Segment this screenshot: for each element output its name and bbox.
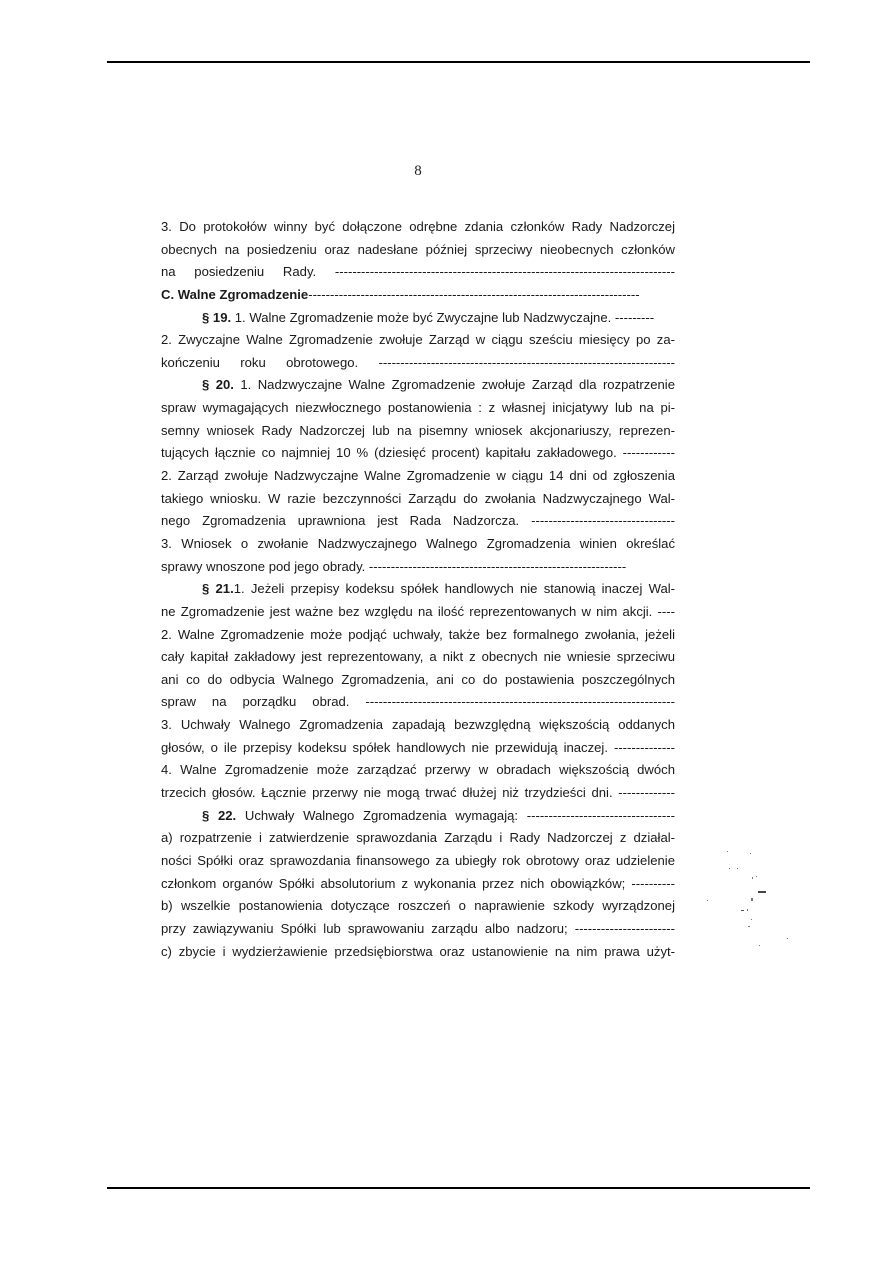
text-line: tujących łącznie co najmniej 10 % (dziesięć procent) kapitału zakładowego. ------------	[161, 445, 675, 461]
paragraph-number: § 20.	[202, 377, 234, 393]
header-rule	[107, 61, 810, 63]
scan-speckle	[751, 919, 752, 920]
text-line: 3. Wniosek o zwołanie Nadzwyczajnego Walnego Zgromadzenia winien określać	[161, 535, 675, 551]
text-line: przy zawiązywaniu Spółki lub sprawowaniu zarządu albo nadzoru; -----------------------	[161, 920, 675, 936]
text-line: spraw wymagających niezwłocznego postanowienia : z własnej inicjatywy lub na pi-	[161, 400, 675, 416]
paragraph-22: § 22. Uchwały Walnego Zgromadzenia wymagają: ----------------------------------	[202, 807, 675, 823]
text-line: kończeniu roku obrotowego. --------------------------------------------------------------------	[161, 354, 675, 370]
text-line: sprawy wnoszone pod jego obrady. -----------------------------------------------------------	[161, 558, 627, 574]
scan-speckle	[737, 868, 738, 869]
scan-speckle	[758, 891, 766, 893]
scan-speckle	[756, 876, 757, 877]
footer-rule	[107, 1187, 810, 1189]
document-body	[161, 216, 675, 963]
scan-speckle	[741, 910, 744, 911]
text-line: c) zbycie i wydzierżawienie przedsiębiorstwa oraz ustanowienie na nim prawa użyt-	[161, 943, 675, 959]
text-line: 2. Zarząd zwołuje Nadzwyczajne Walne Zgromadzenie w ciągu 14 dni od zgłoszenia	[161, 468, 675, 484]
text-line: nego Zgromadzenia uprawniona jest Rada Nadzorcza. ---------------------------------	[161, 513, 675, 529]
paragraph-19: § 19. 1. Walne Zgromadzenie może być Zwyczajne lub Nadzwyczajne. ---------	[202, 309, 655, 325]
scan-speckle	[729, 868, 730, 869]
page-number: 8	[414, 163, 422, 179]
text-line: ne Zgromadzenie jest ważne bez względu na ilość reprezentowanych w nim akcji. ----	[161, 603, 675, 619]
paragraph-20: § 20. 1. Nadzwyczajne Walne Zgromadzenie zwołuje Zarząd dla rozpatrzenie	[202, 377, 675, 393]
text-line: spraw na porządku obrad. -----------------------------------------------------------------------	[161, 694, 675, 710]
paragraph-number: § 19.	[202, 309, 232, 325]
text-line: 3. Do protokołów winny być dołączone odrębne zdania członków Rady Nadzorczej	[161, 219, 675, 234]
text-line: 3. Uchwały Walnego Zgromadzenia zapadają bezwzględną większością oddanych	[161, 717, 675, 733]
paragraph-21: § 21.1. Jeżeli przepisy kodeksu spółek handlowych nie stanowią inaczej Wal-	[202, 581, 675, 597]
section-heading-title: C. Walne Zgromadzenie	[161, 286, 309, 302]
text-line: na posiedzeniu Rady. ------------------------------------------------------------------------------	[161, 264, 675, 280]
text-line: 2. Zwyczajne Walne Zgromadzenie zwołuje Zarząd w ciągu sześciu miesięcy po za-	[161, 332, 675, 348]
text-line: ności Spółki oraz sprawozdania finansowego za ubiegły rok obrotowy oraz udzielenie	[161, 852, 675, 868]
text-line: 2. Walne Zgromadzenie może podjąć uchwały, także bez formalnego zwołania, jeżeli	[161, 626, 675, 642]
text-line: członkom organów Spółki absolutorium z wykonania przez nich obowiązków; ----------	[161, 875, 675, 891]
scan-speckle	[750, 853, 751, 854]
text-line: trzecich głosów. Łącznie przerwy nie mogą trwać dłużej niż trzydzieści dni. -------------	[161, 785, 675, 801]
section-heading: C. Walne Zgromadzenie----------------------------------------------------------------------------	[161, 286, 640, 302]
scan-speckle	[747, 909, 748, 911]
scan-speckle	[748, 926, 750, 927]
scan-speckle	[751, 898, 753, 901]
paragraph-number: § 22.	[202, 807, 237, 823]
text-line: a) rozpatrzenie i zatwierdzenie sprawozdania Zarządu i Rady Nadzorczej z działal-	[161, 830, 675, 846]
text-line: semny wniosek Rady Nadzorczej lub na pisemny wniosek akcjonariuszy, reprezen-	[161, 422, 675, 438]
scan-speckle	[787, 938, 788, 939]
text-line: obecnych na posiedzeniu oraz nadesłane później sprzeciwy nieobecnych członków	[161, 241, 675, 257]
text-line: ani co do odbycia Walnego Zgromadzenia, ani co do postawienia poszczególnych	[161, 671, 675, 687]
scan-speckle	[727, 851, 728, 852]
text-line: takiego wniosku. W razie bezczynności Zarządu do zwołania Nadzwyczajnego Wal-	[161, 490, 675, 506]
scan-speckle	[752, 877, 753, 879]
text-line: głosów, o ile przepisy kodeksu spółek handlowych nie przewidują inaczej. --------------	[161, 739, 675, 755]
text-line: b) wszelkie postanowienia dotyczące roszczeń o naprawienie szkody wyrządzonej	[161, 898, 675, 914]
scan-speckle	[707, 900, 708, 901]
paragraph-number: § 21.	[202, 581, 234, 597]
text-line: 4. Walne Zgromadzenie może zarządzać przerwy w obradach większością dwóch	[161, 762, 675, 778]
text-line: cały kapitał zakładowy jest reprezentowany, a nikt z obecnych nie wniesie sprzeciwu	[161, 649, 675, 665]
scan-speckle	[759, 945, 760, 946]
